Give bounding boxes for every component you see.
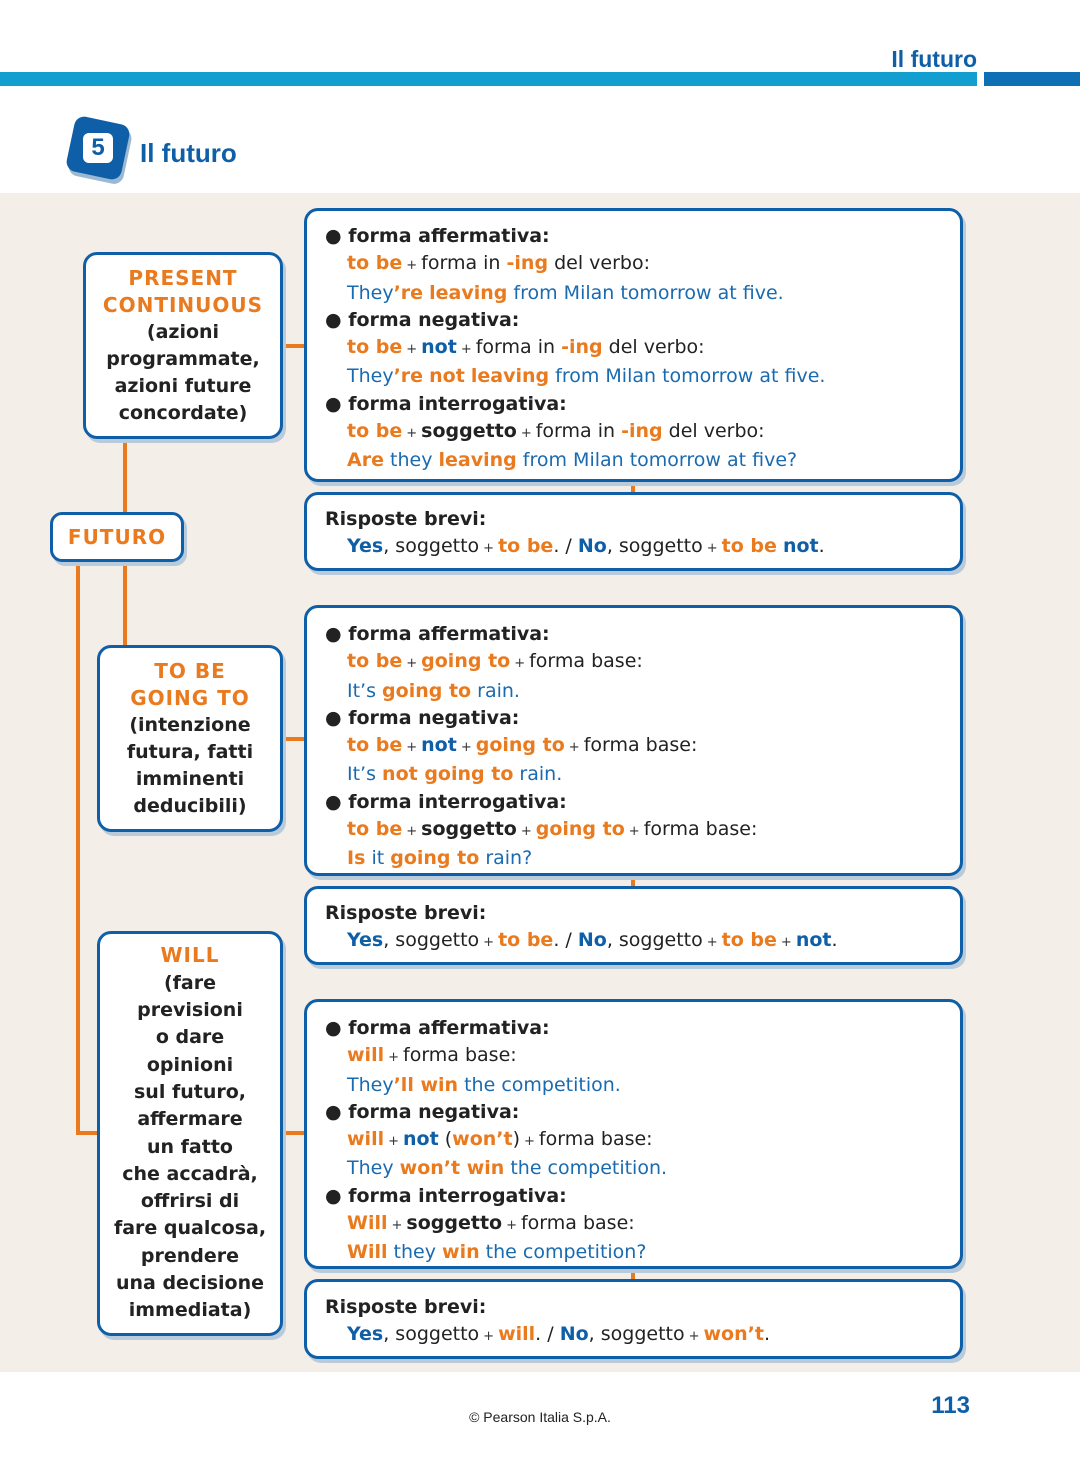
section-number-wrap <box>70 120 126 176</box>
rule-heading: ● forma negativa: <box>325 1100 520 1123</box>
rule-formula: to be + not + going to + forma base: <box>347 734 698 757</box>
category-desc: programmate, <box>106 347 260 370</box>
connector <box>123 560 127 646</box>
running-title: Il futuro <box>891 46 977 72</box>
rule-example: Is it going to rain? <box>347 847 533 870</box>
rule-example: They’re not leaving from Milan tomorrow at five. <box>347 365 826 388</box>
category-title: WILL <box>160 943 220 968</box>
rule-heading: ● forma interrogativa: <box>325 392 567 415</box>
category-desc: opinioni <box>146 1053 234 1076</box>
category-desc: previsioni <box>137 999 243 1022</box>
rule-formula: to be + soggetto + going to + forma base: <box>347 818 758 841</box>
rule-example: They won’t win the competition. <box>347 1157 668 1180</box>
connector <box>282 1131 306 1135</box>
category-desc: o dare <box>155 1026 225 1049</box>
rule-example: Are they leaving from Milan tomorrow at five? <box>347 449 798 472</box>
rule-formula: to be + soggetto + forma in -ing del verbo: <box>347 420 765 443</box>
category-desc: fare qualcosa, <box>113 1217 267 1240</box>
rule-heading: ● forma affermativa: <box>325 225 550 247</box>
rule-example: It’s going to rain. <box>347 679 520 702</box>
rule-formula: to be + forma in -ing del verbo: <box>347 252 650 275</box>
category-desc: concordate) <box>118 401 248 424</box>
short-answers-heading: Risposte brevi: <box>325 1296 487 1318</box>
category-title: GOING TO <box>130 685 250 710</box>
rule-example: It’s not going to rain. <box>347 763 563 786</box>
short-answers-going-to <box>304 886 963 965</box>
rule-heading: ● forma negativa: <box>325 308 520 331</box>
header-bar <box>0 72 977 86</box>
rule-formula: to be + not + forma in -ing del verbo: <box>347 336 705 359</box>
rule-heading: ● forma affermativa: <box>325 1017 550 1039</box>
category-present-continuous <box>83 252 283 439</box>
short-answers-formula: Yes, soggetto + will. / No, soggetto + won’t. <box>347 1323 770 1346</box>
rule-example: Will they win the competition? <box>347 1241 647 1264</box>
rule-formula: Will + soggetto + forma base: <box>347 1212 635 1235</box>
category-desc: futura, fatti <box>126 740 254 763</box>
short-answers-present-continuous <box>304 492 963 571</box>
connector <box>123 437 127 514</box>
category-desc: immediata) <box>128 1299 252 1322</box>
connector <box>282 737 306 741</box>
rule-example: They’ll win the competition. <box>347 1073 621 1096</box>
category-going-to <box>97 645 283 832</box>
category-desc: (intenzione <box>129 713 251 736</box>
section-number: 5 <box>83 133 113 163</box>
header-bar-accent <box>984 72 1080 86</box>
short-answers-heading: Risposte brevi: <box>325 902 487 924</box>
section-title: Il futuro <box>140 138 237 168</box>
category-desc: prendere <box>140 1244 240 1267</box>
category-desc: azioni future <box>114 374 252 397</box>
rule-heading: ● forma negativa: <box>325 706 520 729</box>
copyright: © Pearson Italia S.p.A. <box>469 1409 611 1425</box>
category-desc: (fare <box>163 971 217 994</box>
rule-heading: ● forma interrogativa: <box>325 790 567 813</box>
rule-example: They’re leaving from Milan tomorrow at five. <box>347 281 784 304</box>
rules-present-continuous <box>304 208 963 482</box>
category-desc: offrirsi di <box>140 1190 240 1213</box>
rules-will <box>304 999 963 1269</box>
category-desc: che accadrà, <box>122 1162 258 1185</box>
rule-heading: ● forma affermativa: <box>325 623 550 645</box>
category-title: CONTINUOUS <box>102 292 264 317</box>
category-will <box>97 931 283 1336</box>
category-desc: affermare <box>137 1108 243 1131</box>
short-answers-will <box>304 1279 963 1359</box>
rule-formula: will + not (won’t) + forma base: <box>347 1128 653 1151</box>
category-title: TO BE <box>154 658 226 683</box>
short-answers-formula: Yes, soggetto + to be. / No, soggetto + to be not. <box>347 535 825 558</box>
category-desc: imminenti <box>135 767 245 790</box>
connector <box>282 344 306 348</box>
short-answers-heading: Risposte brevi: <box>325 508 487 530</box>
rules-going-to <box>304 605 963 876</box>
rule-formula: will + forma base: <box>347 1044 517 1067</box>
category-desc: sul futuro, <box>133 1080 246 1103</box>
root-node-futuro: FUTURO <box>50 512 184 562</box>
short-answers-formula: Yes, soggetto + to be. / No, soggetto + to be + not. <box>347 929 838 952</box>
connector <box>76 560 80 1135</box>
rule-formula: to be + going to + forma base: <box>347 650 643 673</box>
category-desc: deducibili) <box>133 794 247 817</box>
category-desc: una decisione <box>115 1271 265 1294</box>
page-number: 113 <box>931 1392 970 1419</box>
rule-heading: ● forma interrogativa: <box>325 1184 567 1207</box>
category-desc: (azioni <box>146 320 220 343</box>
category-desc: un fatto <box>147 1135 233 1158</box>
category-title: PRESENT <box>128 265 238 290</box>
